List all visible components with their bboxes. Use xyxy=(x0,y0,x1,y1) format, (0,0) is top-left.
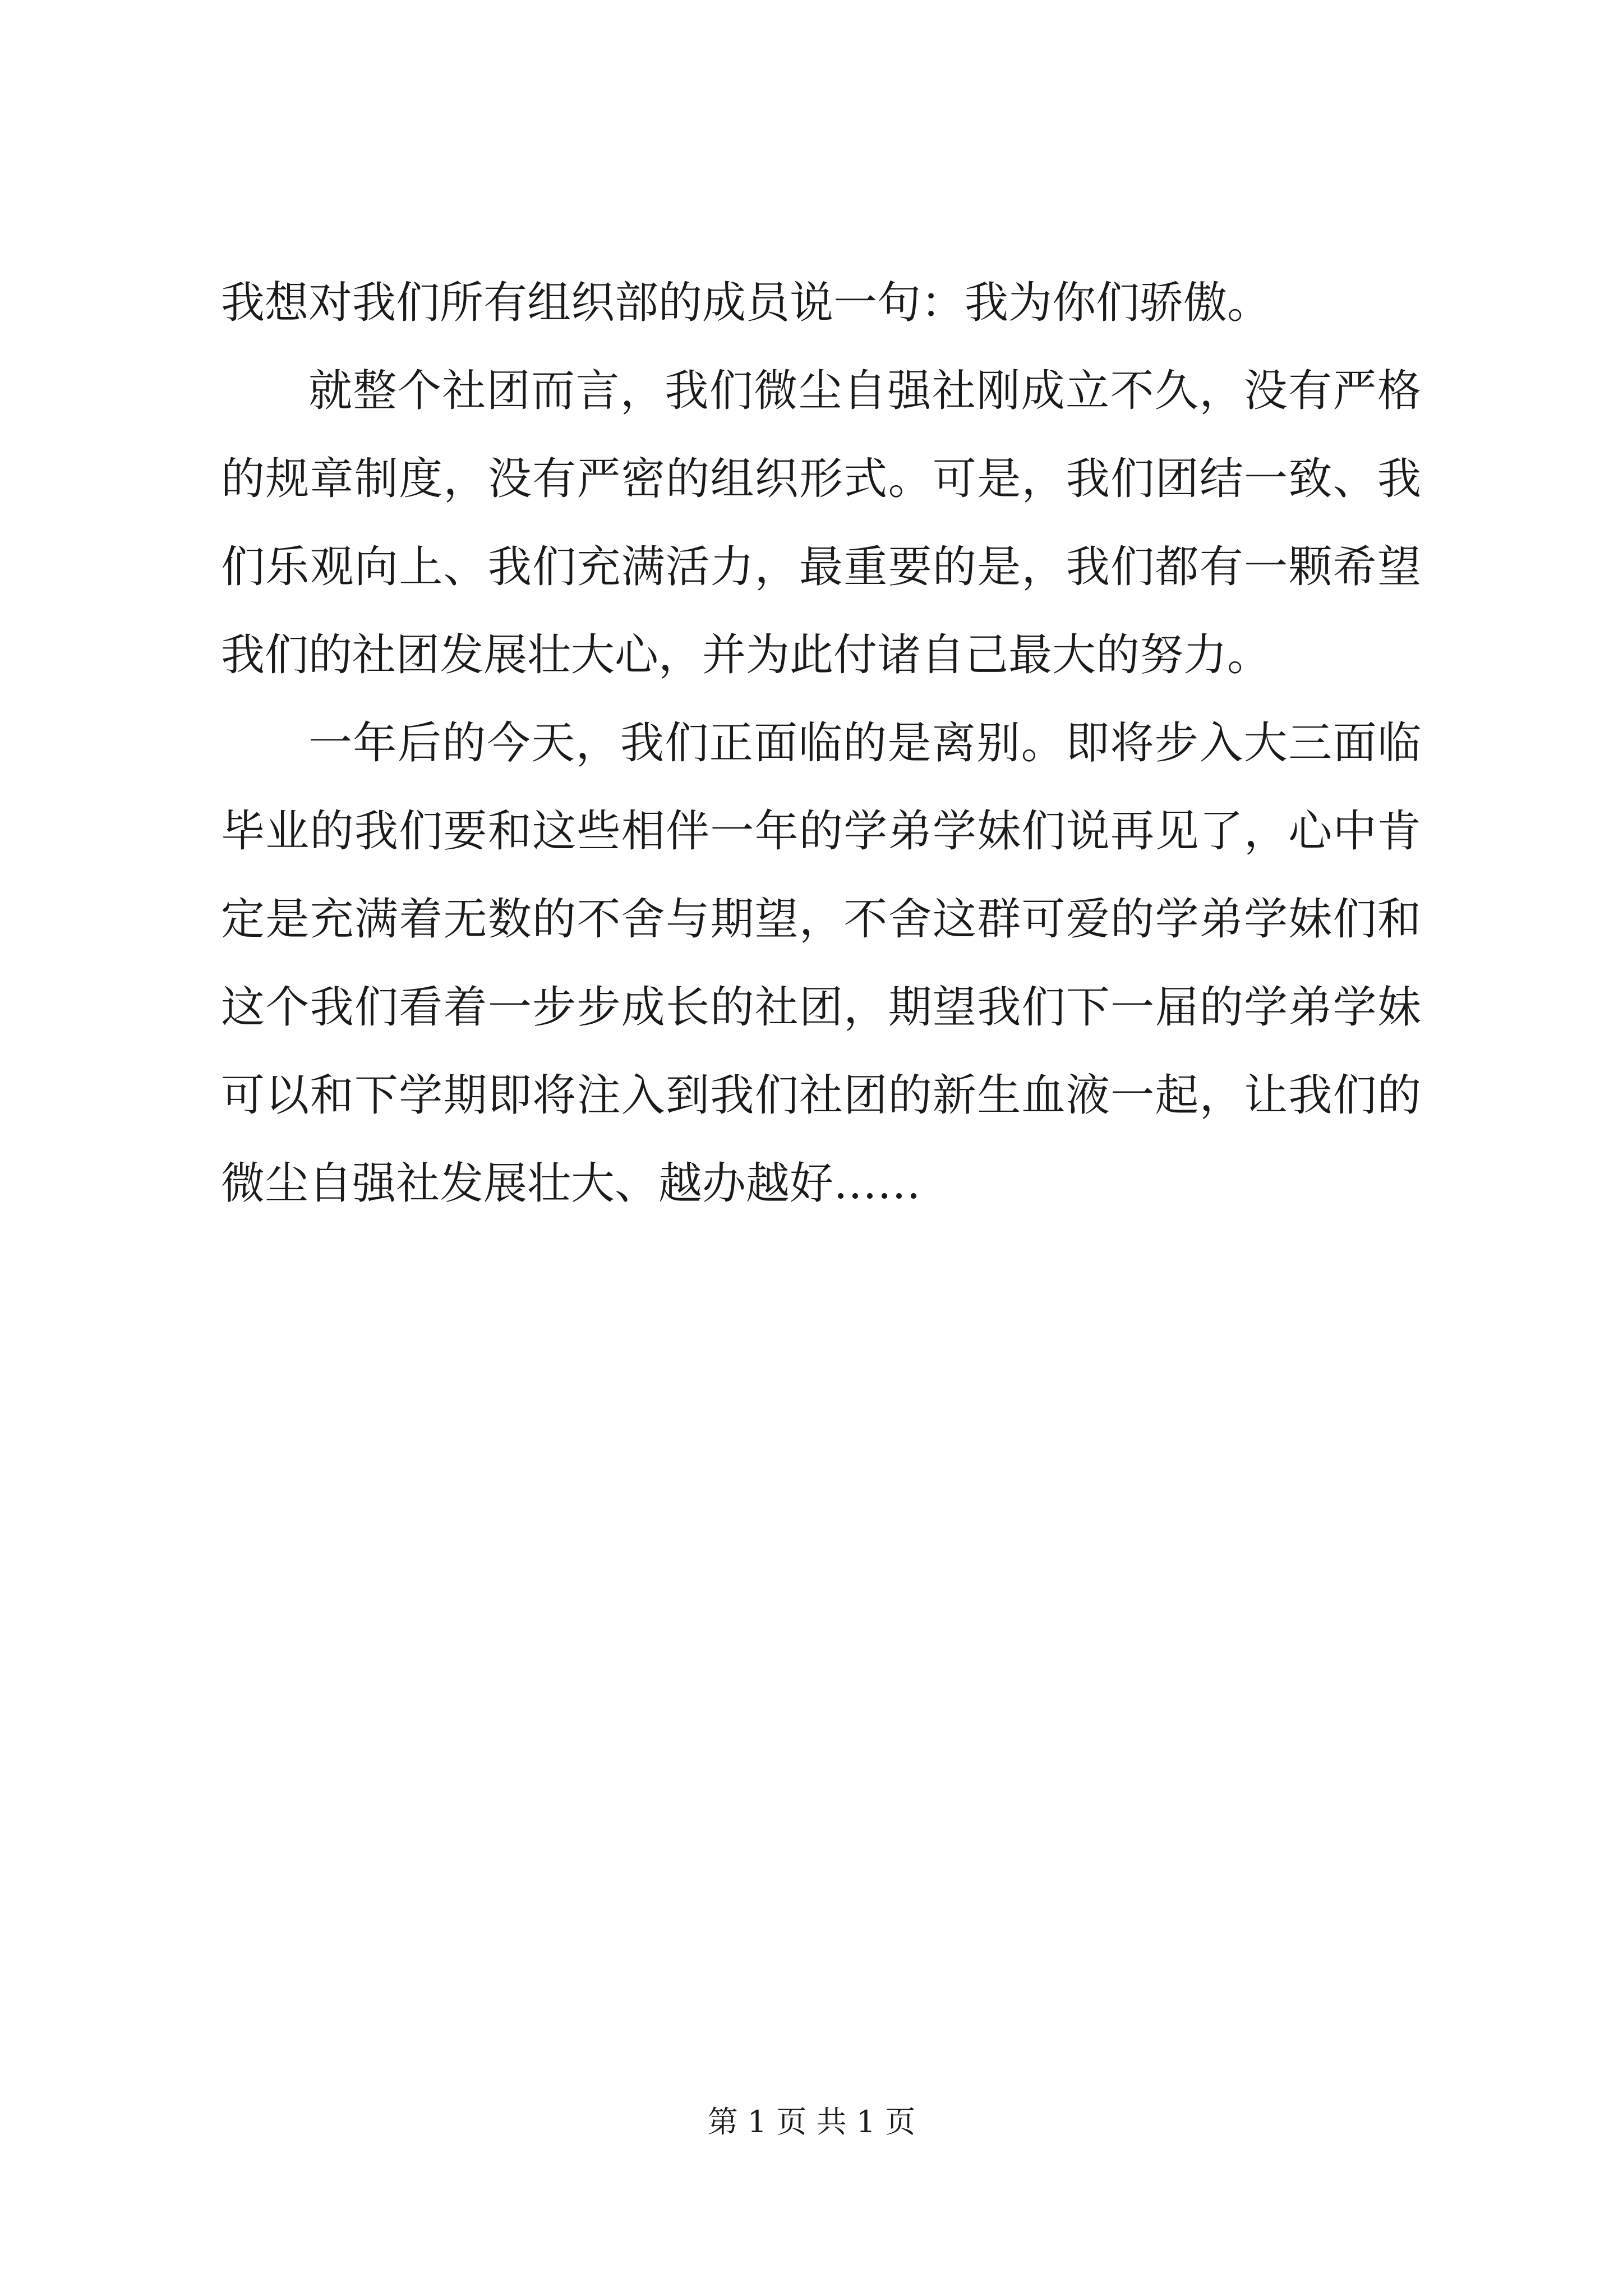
paragraph: 就整个社团而言，我们微尘自强社刚成立不久，没有严格的规章制度，没有严密的组织形式。可是，我们团结一致、我们乐观向上、我们充满活力，最重要的是，我们都有一颗希望我们的社团发展壮大心，并为此付诸自己最大的努力。 xyxy=(221,366,1421,680)
page-footer: 第 1 页 共 1 页 xyxy=(707,2104,916,2139)
paragraph: 一年后的今天，我们正面临的是离别。即将步入大三面临毕业的我们要和这些相伴一年的学弟学妹们说再见了，心中肯定是充满着无数的不舍与期望，不舍这群可爱的学弟学妹们和这个我们看着一步步成长的社团，期望我们下一届的学弟学妹可以和下学期即将注入到我们社团的新生血液一起，让我们的微尘自强社发展壮大、越办越好…… xyxy=(221,718,1421,1209)
document-body xyxy=(221,259,1421,1228)
paragraph-continuation: 我想对我们所有组织部的成员说一句：我为你们骄傲。 xyxy=(221,278,1271,328)
